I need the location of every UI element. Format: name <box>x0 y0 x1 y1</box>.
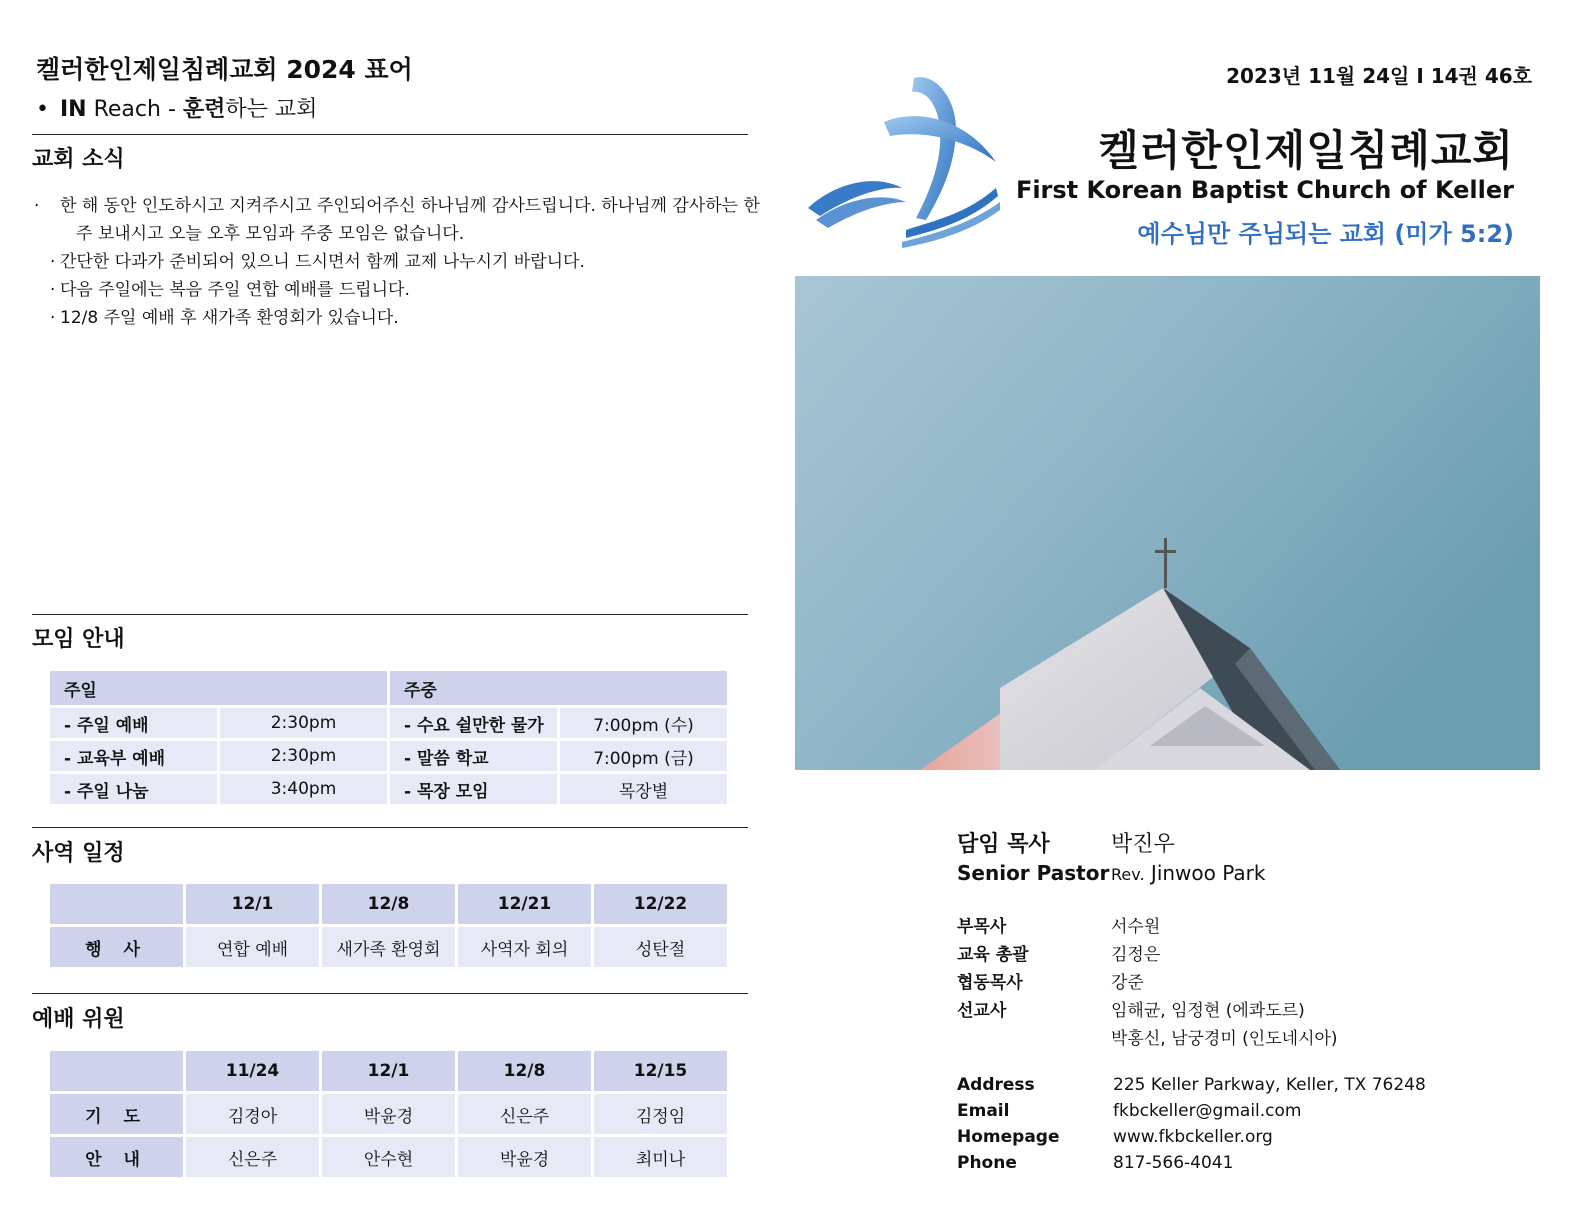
divider <box>32 134 748 135</box>
date-cell: 12/1 <box>186 884 319 924</box>
event-cell: 사역자 회의 <box>458 927 591 967</box>
meeting-table <box>47 668 730 807</box>
worship-table <box>47 1048 730 1180</box>
motto-title: 켈러한인제일침례교회 2024 표어 <box>36 55 413 84</box>
weekday-label: - 말씀 학교 <box>390 741 557 771</box>
news-item: · 간단한 다과가 준비되어 있으니 드시면서 함께 교제 나누시기 바랍니다. <box>50 248 770 276</box>
name-cell: 박윤경 <box>458 1137 591 1177</box>
staff-value: 강준 <box>1111 973 1144 993</box>
ministry-title: 사역 일정 <box>32 841 125 866</box>
pastor-prefix: Rev. <box>1111 865 1145 884</box>
weekday-label: - 수요 쉴만한 물가 <box>390 708 557 738</box>
staff-value: 임해균, 임정현 (에콰도르) <box>1111 1001 1305 1021</box>
table-row <box>50 1094 727 1134</box>
news-title: 교회 소식 <box>32 147 125 172</box>
contact-homepage[interactable]: www.fkbckeller.org <box>1113 1127 1273 1147</box>
pastor-label-en: Senior Pastor <box>957 861 1110 885</box>
contact-phone: 817-566-4041 <box>1113 1153 1234 1173</box>
date-cell: 12/15 <box>594 1051 727 1091</box>
meetings-title: 모임 안내 <box>32 627 125 652</box>
pastor-name-ko: 박진우 <box>1111 832 1175 857</box>
contact-address: 225 Keller Parkway, Keller, TX 76248 <box>1113 1075 1426 1095</box>
name-cell: 신은주 <box>186 1137 319 1177</box>
name-cell: 신은주 <box>458 1094 591 1134</box>
contact-label-email: Email <box>957 1101 1010 1121</box>
motto-mid: Reach - <box>86 97 183 122</box>
name-cell: 김경아 <box>186 1094 319 1134</box>
table-row <box>50 1137 727 1177</box>
ministry-table <box>47 881 730 970</box>
motto-item <box>36 92 317 123</box>
name-cell: 최미나 <box>594 1137 727 1177</box>
sunday-label: - 교육부 예배 <box>50 741 217 771</box>
sunday-header: 주일 <box>50 671 387 705</box>
staff-label: 선교사 <box>957 1001 1007 1021</box>
contact-label-address: Address <box>957 1075 1035 1095</box>
divider <box>32 827 748 828</box>
bullet-icon: • <box>36 97 49 122</box>
corner-cell <box>50 1051 183 1091</box>
weekday-time: 목장별 <box>560 774 727 804</box>
row-label: 기 도 <box>50 1094 183 1134</box>
worship-title: 예배 위원 <box>32 1007 125 1032</box>
contact-label-homepage: Homepage <box>957 1127 1060 1147</box>
weekday-label: - 목장 모임 <box>390 774 557 804</box>
staff-label: 부목사 <box>957 917 1007 937</box>
table-row <box>50 774 727 804</box>
staff-value: 박홍신, 남궁경미 (인도네시아) <box>1111 1029 1338 1049</box>
table-row <box>50 741 727 771</box>
sunday-label: - 주일 예배 <box>50 708 217 738</box>
event-cell: 연합 예배 <box>186 927 319 967</box>
name-cell: 안수현 <box>322 1137 455 1177</box>
date-cell: 12/1 <box>322 1051 455 1091</box>
contact-email[interactable]: fkbckeller@gmail.com <box>1113 1101 1302 1121</box>
church-name-korean: 켈러한인제일침례교회 <box>1098 126 1514 175</box>
issue-info: 2023년 11월 24일 I 14권 46호 <box>1226 64 1532 88</box>
staff-label: 교육 총괄 <box>957 945 1029 965</box>
date-cell: 11/24 <box>186 1051 319 1091</box>
sunday-label: - 주일 나눔 <box>50 774 217 804</box>
row-label: 안 내 <box>50 1137 183 1177</box>
name-cell: 김정임 <box>594 1094 727 1134</box>
pastor-label-ko: 담임 목사 <box>957 832 1050 857</box>
contact-label-phone: Phone <box>957 1153 1017 1173</box>
motto-strong: IN <box>60 97 87 122</box>
news-item: · 12/8 주일 예배 후 새가족 환영회가 있습니다. <box>50 304 770 332</box>
corner-cell <box>50 884 183 924</box>
church-slogan: 예수님만 주님되는 교회 (미가 5:2) <box>1137 220 1514 248</box>
church-logo-icon <box>806 70 1002 250</box>
motto-strong2: 훈련 <box>182 97 226 122</box>
church-roof-photo <box>795 276 1540 770</box>
weekday-time: 7:00pm (수) <box>560 708 727 738</box>
staff-value: 김정은 <box>1111 945 1161 965</box>
event-cell: 새가족 환영회 <box>322 927 455 967</box>
date-cell: 12/21 <box>458 884 591 924</box>
table-row <box>50 927 727 967</box>
news-item: · 다음 주일에는 복음 주일 연합 예배를 드립니다. <box>50 276 770 304</box>
weekday-time: 7:00pm (금) <box>560 741 727 771</box>
table-row <box>50 708 727 738</box>
divider <box>32 614 748 615</box>
staff-value: 서수원 <box>1111 917 1161 937</box>
staff-label: 협동목사 <box>957 973 1023 993</box>
divider <box>32 993 748 994</box>
sunday-time: 3:40pm <box>220 774 387 804</box>
pastor-name: Jinwoo Park <box>1150 861 1266 885</box>
row-label: 행 사 <box>50 927 183 967</box>
weekday-header: 주중 <box>390 671 727 705</box>
news-item: · 한 해 동안 인도하시고 지켜주시고 주인되어주신 하나님께 감사드립니다. 하나님께 감사하는 한 주 보내시고 오늘 오후 모임과 주중 모임은 없습니다. <box>50 192 770 248</box>
name-cell: 박윤경 <box>322 1094 455 1134</box>
news-list <box>50 192 770 332</box>
church-name-english: First Korean Baptist Church of Keller <box>1015 176 1514 204</box>
sunday-time: 2:30pm <box>220 708 387 738</box>
motto-tail: 하는 교회 <box>225 97 318 122</box>
date-cell: 12/8 <box>458 1051 591 1091</box>
date-cell: 12/8 <box>322 884 455 924</box>
event-cell: 성탄절 <box>594 927 727 967</box>
pastor-name-en <box>1111 861 1265 885</box>
date-cell: 12/22 <box>594 884 727 924</box>
sunday-time: 2:30pm <box>220 741 387 771</box>
